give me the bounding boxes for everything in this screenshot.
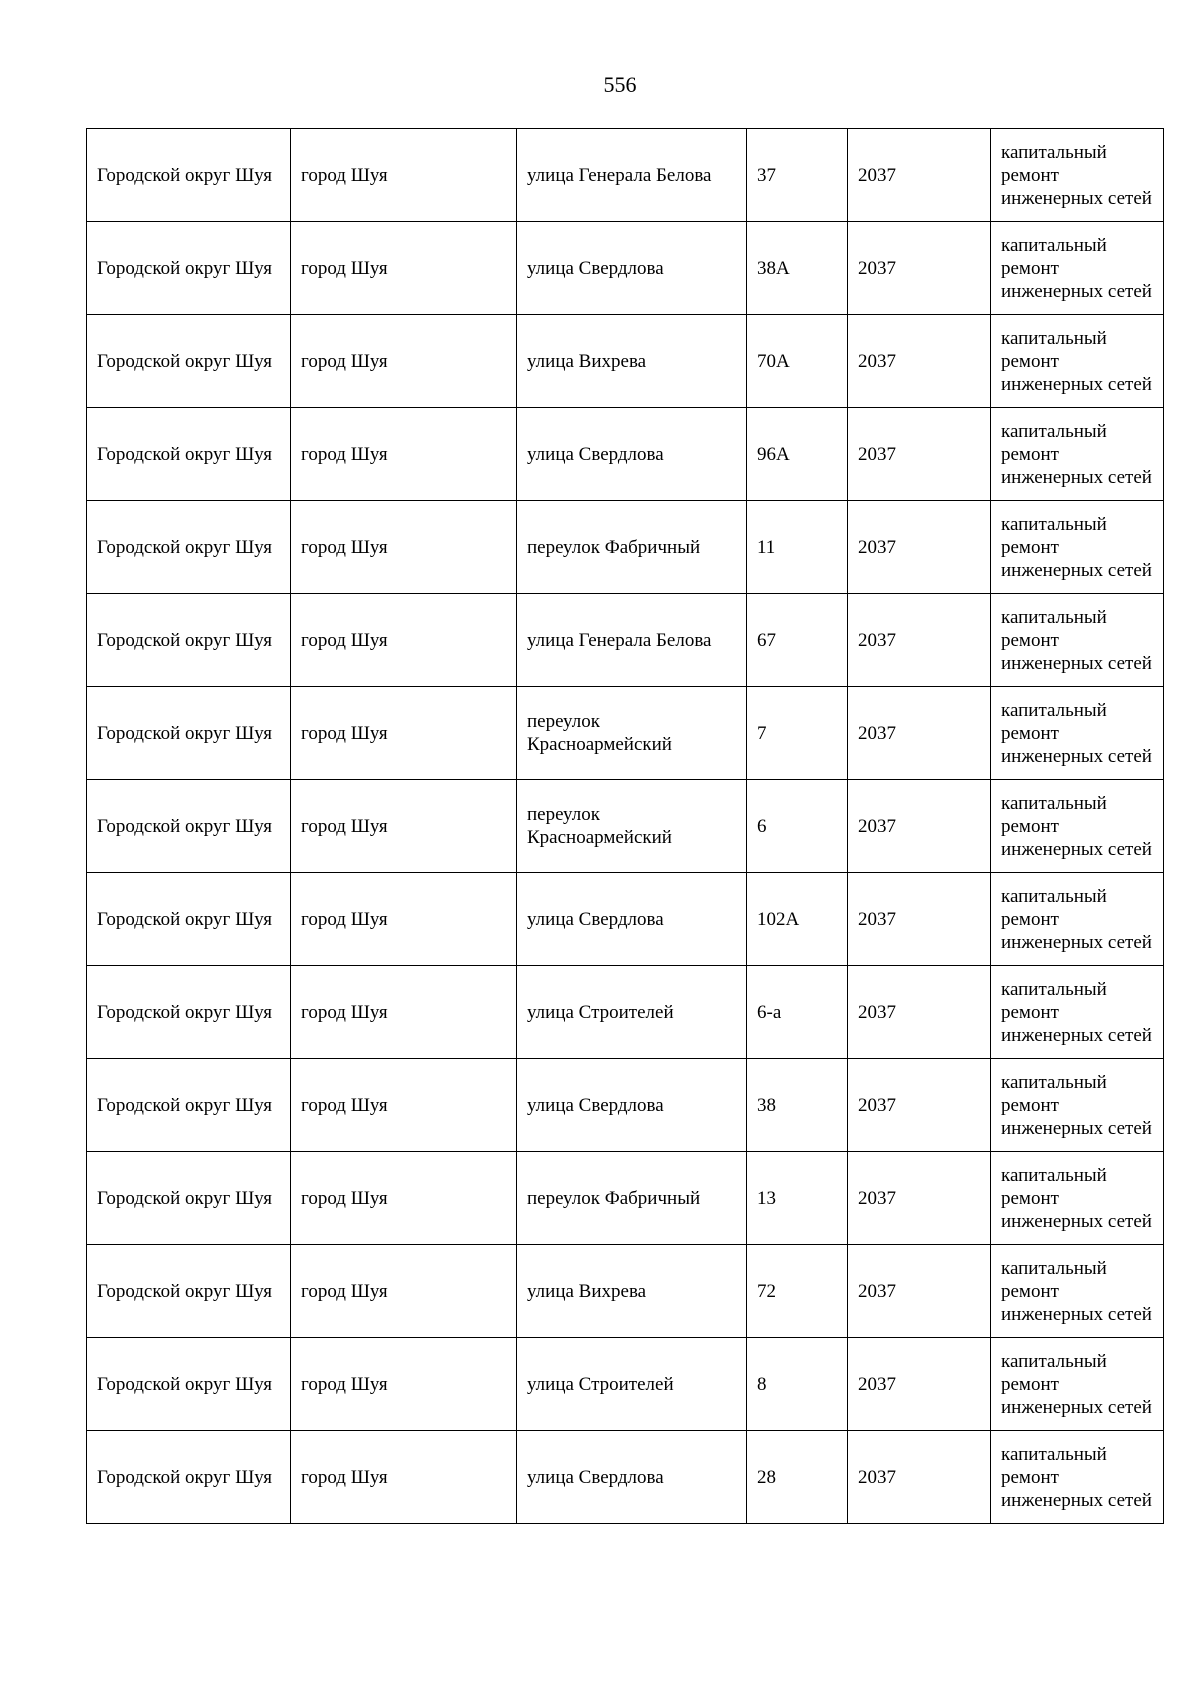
page-number: 556 bbox=[603, 72, 637, 97]
table-row bbox=[87, 1338, 1164, 1431]
house-number-cell: 6 bbox=[747, 780, 848, 873]
street-cell: переулок Фабричный bbox=[517, 1152, 747, 1245]
work-type-cell: капитальный ремонт инженерных сетей bbox=[991, 1245, 1164, 1338]
settlement-cell: город Шуя bbox=[291, 873, 517, 966]
house-number-cell: 8 bbox=[747, 1338, 848, 1431]
street-cell: переулок Красноармейский bbox=[517, 780, 747, 873]
settlement-cell: город Шуя bbox=[291, 594, 517, 687]
work-type-cell: капитальный ремонт инженерных сетей bbox=[991, 408, 1164, 501]
settlement-cell: город Шуя bbox=[291, 1431, 517, 1524]
settlement-cell: город Шуя bbox=[291, 1152, 517, 1245]
district-cell: Городской округ Шуя bbox=[87, 1338, 291, 1431]
house-number-cell: 96А bbox=[747, 408, 848, 501]
district-cell: Городской округ Шуя bbox=[87, 1152, 291, 1245]
district-cell: Городской округ Шуя bbox=[87, 1431, 291, 1524]
year-cell: 2037 bbox=[848, 1431, 991, 1524]
street-cell: улица Свердлова bbox=[517, 1059, 747, 1152]
district-cell: Городской округ Шуя bbox=[87, 966, 291, 1059]
street-cell: улица Вихрева bbox=[517, 315, 747, 408]
street-cell: улица Генерала Белова bbox=[517, 129, 747, 222]
table-row bbox=[87, 1245, 1164, 1338]
year-cell: 2037 bbox=[848, 966, 991, 1059]
settlement-cell: город Шуя bbox=[291, 501, 517, 594]
year-cell: 2037 bbox=[848, 594, 991, 687]
work-type-cell: капитальный ремонт инженерных сетей bbox=[991, 873, 1164, 966]
district-cell: Городской округ Шуя bbox=[87, 129, 291, 222]
work-type-cell: капитальный ремонт инженерных сетей bbox=[991, 129, 1164, 222]
district-cell: Городской округ Шуя bbox=[87, 780, 291, 873]
table-row bbox=[87, 687, 1164, 780]
district-cell: Городской округ Шуя bbox=[87, 1059, 291, 1152]
house-number-cell: 38А bbox=[747, 222, 848, 315]
house-number-cell: 6-а bbox=[747, 966, 848, 1059]
settlement-cell: город Шуя bbox=[291, 408, 517, 501]
street-cell: переулок Фабричный bbox=[517, 501, 747, 594]
table-row bbox=[87, 1059, 1164, 1152]
table-row bbox=[87, 1431, 1164, 1524]
table-row bbox=[87, 966, 1164, 1059]
work-type-cell: капитальный ремонт инженерных сетей bbox=[991, 1338, 1164, 1431]
work-type-cell: капитальный ремонт инженерных сетей bbox=[991, 687, 1164, 780]
house-number-cell: 37 bbox=[747, 129, 848, 222]
settlement-cell: город Шуя bbox=[291, 315, 517, 408]
district-cell: Городской округ Шуя bbox=[87, 222, 291, 315]
work-type-cell: капитальный ремонт инженерных сетей bbox=[991, 1152, 1164, 1245]
house-number-cell: 67 bbox=[747, 594, 848, 687]
settlement-cell: город Шуя bbox=[291, 1245, 517, 1338]
district-cell: Городской округ Шуя bbox=[87, 594, 291, 687]
year-cell: 2037 bbox=[848, 501, 991, 594]
year-cell: 2037 bbox=[848, 408, 991, 501]
table-row bbox=[87, 780, 1164, 873]
year-cell: 2037 bbox=[848, 1059, 991, 1152]
work-type-cell: капитальный ремонт инженерных сетей bbox=[991, 1431, 1164, 1524]
house-number-cell: 38 bbox=[747, 1059, 848, 1152]
street-cell: улица Свердлова bbox=[517, 873, 747, 966]
table-row bbox=[87, 315, 1164, 408]
house-number-cell: 28 bbox=[747, 1431, 848, 1524]
street-cell: улица Вихрева bbox=[517, 1245, 747, 1338]
year-cell: 2037 bbox=[848, 873, 991, 966]
street-cell: улица Свердлова bbox=[517, 222, 747, 315]
district-cell: Городской округ Шуя bbox=[87, 501, 291, 594]
house-number-cell: 7 bbox=[747, 687, 848, 780]
house-number-cell: 72 bbox=[747, 1245, 848, 1338]
street-cell: улица Свердлова bbox=[517, 1431, 747, 1524]
settlement-cell: город Шуя bbox=[291, 1338, 517, 1431]
settlement-cell: город Шуя bbox=[291, 687, 517, 780]
work-type-cell: капитальный ремонт инженерных сетей bbox=[991, 966, 1164, 1059]
district-cell: Городской округ Шуя bbox=[87, 873, 291, 966]
street-cell: переулок Красноармейский bbox=[517, 687, 747, 780]
work-type-cell: капитальный ремонт инженерных сетей bbox=[991, 780, 1164, 873]
housing-repair-table bbox=[86, 128, 1164, 1524]
settlement-cell: город Шуя bbox=[291, 129, 517, 222]
table-row bbox=[87, 873, 1164, 966]
table-row bbox=[87, 222, 1164, 315]
settlement-cell: город Шуя bbox=[291, 780, 517, 873]
house-number-cell: 70А bbox=[747, 315, 848, 408]
year-cell: 2037 bbox=[848, 1152, 991, 1245]
district-cell: Городской округ Шуя bbox=[87, 687, 291, 780]
work-type-cell: капитальный ремонт инженерных сетей bbox=[991, 222, 1164, 315]
work-type-cell: капитальный ремонт инженерных сетей bbox=[991, 501, 1164, 594]
district-cell: Городской округ Шуя bbox=[87, 408, 291, 501]
year-cell: 2037 bbox=[848, 780, 991, 873]
table-row bbox=[87, 1152, 1164, 1245]
year-cell: 2037 bbox=[848, 315, 991, 408]
table-row bbox=[87, 129, 1164, 222]
work-type-cell: капитальный ремонт инженерных сетей bbox=[991, 1059, 1164, 1152]
settlement-cell: город Шуя bbox=[291, 966, 517, 1059]
year-cell: 2037 bbox=[848, 129, 991, 222]
street-cell: улица Генерала Белова bbox=[517, 594, 747, 687]
settlement-cell: город Шуя bbox=[291, 1059, 517, 1152]
house-number-cell: 13 bbox=[747, 1152, 848, 1245]
street-cell: улица Свердлова bbox=[517, 408, 747, 501]
year-cell: 2037 bbox=[848, 1338, 991, 1431]
year-cell: 2037 bbox=[848, 1245, 991, 1338]
year-cell: 2037 bbox=[848, 687, 991, 780]
table-row bbox=[87, 594, 1164, 687]
table-row bbox=[87, 408, 1164, 501]
house-number-cell: 11 bbox=[747, 501, 848, 594]
street-cell: улица Строителей bbox=[517, 1338, 747, 1431]
street-cell: улица Строителей bbox=[517, 966, 747, 1059]
settlement-cell: город Шуя bbox=[291, 222, 517, 315]
table-row bbox=[87, 501, 1164, 594]
work-type-cell: капитальный ремонт инженерных сетей bbox=[991, 315, 1164, 408]
work-type-cell: капитальный ремонт инженерных сетей bbox=[991, 594, 1164, 687]
district-cell: Городской округ Шуя bbox=[87, 1245, 291, 1338]
district-cell: Городской округ Шуя bbox=[87, 315, 291, 408]
house-number-cell: 102А bbox=[747, 873, 848, 966]
year-cell: 2037 bbox=[848, 222, 991, 315]
table-body bbox=[87, 129, 1164, 1524]
